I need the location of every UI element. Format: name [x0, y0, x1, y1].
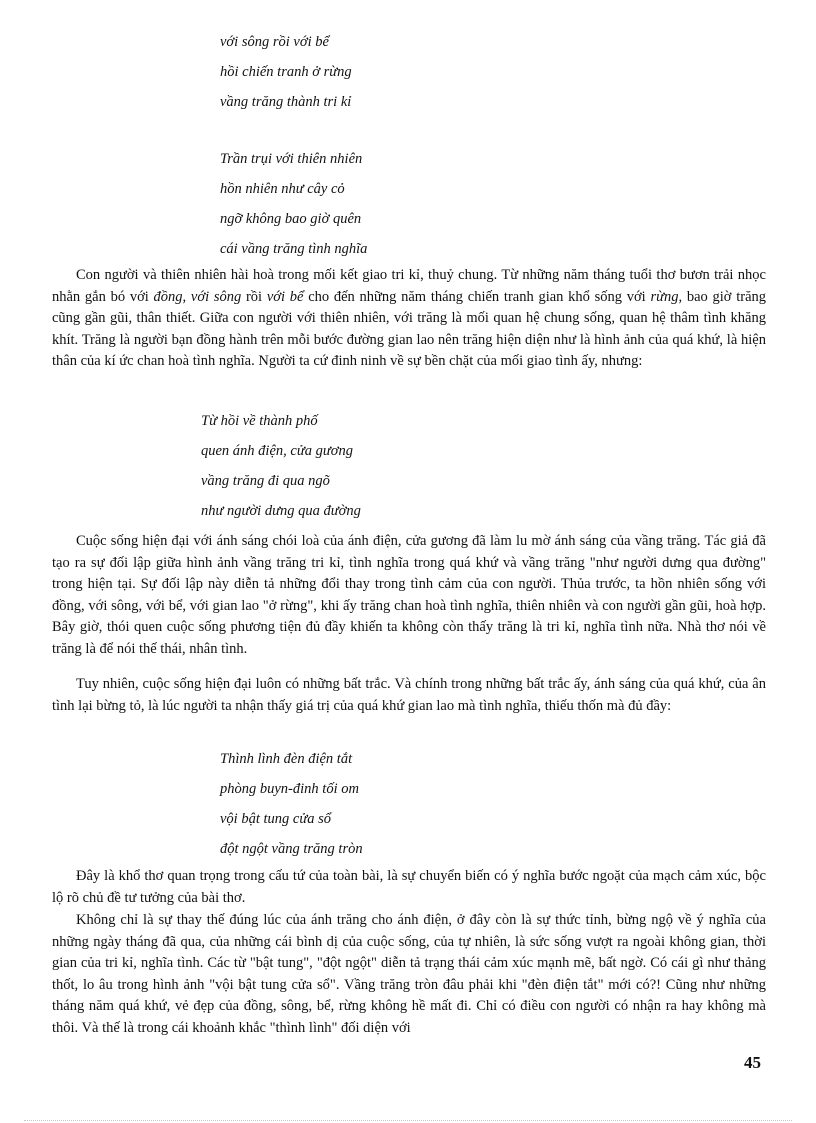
poem-line: với sông rồi với bể — [220, 34, 329, 50]
poem-stanza — [220, 744, 363, 864]
poem-line: quen ánh điện, cửa gương — [201, 443, 354, 459]
paragraph: Cuộc sống hiện đại với ánh sáng chói loà của ánh điện, cửa gương đã làm lu mờ ánh sáng của vầng trăng. Tác giả đã tạo ra sự đối lập giữa hình ảnh vầng trăng tri kỉ, tình nghĩa trong quá khứ và vầng trăng "như người dưng qua đường" trong hiện tại. Sự đối lập này diễn tả những đổi thay trong tình cảm của con người. Thủa trước, ta hồn nhiên sống với đồng, với sông, với bể, với gian lao "ở rừng", khi ấy trăng chan hoà tình nghĩa, thiên nhiên và con người gần gũi, hoà hợp. Bây giờ, thói quen cuộc sống phương tiện đủ đầy khiến ta không còn thấy trăng là tri kỉ, nghĩa tình nữa. Nhà thơ nói về trăng là để nói thế thái, nhân tình. — [52, 533, 766, 657]
poem-line: vầng trăng thành tri kỉ — [220, 94, 352, 110]
paragraph: Tuy nhiên, cuộc sống hiện đại luôn có những bất trắc. Và chính trong những bất trắc ấy, ánh sáng của quá khứ, của ân tình lại bừng tỏ, là lúc người ta nhận thấy giá trị của quá khứ gian lao mà tình nghĩa, thiếu thốn mà đủ đầy: — [52, 676, 766, 714]
text-run: , — [182, 288, 191, 305]
poem-line: vội bật tung cửa sổ — [220, 811, 332, 827]
poem-line: như người dưng qua đường — [201, 503, 361, 519]
text-run: cho đến những năm tháng chiến tranh gian khổ sống với — [303, 288, 651, 305]
poem-line: Từ hồi về thành phố — [201, 413, 318, 429]
paragraph: Đây là khổ thơ quan trọng trong cấu tứ của toàn bài, là sự chuyển biến có ý nghĩa bước ngoặt của mạch cảm xúc, bộc lộ rõ chủ đề tư tưởng của bài thơ. — [52, 868, 766, 906]
text-run: , bao giờ trăng cũng gần gũi, thân thiết. Giữa con người với thiên nhiên, với trăng là mối quan hệ chung sống, quan hệ thâm tình khăng khít. Trăng là người bạn đồng hành trên mỗi bước đường gian lao nên trăng hiện diện như là hình ảnh của quá khứ, là hiện thân của kí ức chan hoà tình nghĩa. Người ta cứ đinh ninh về sự bền chặt của mối giao tình ấy, nhưng: — [52, 288, 767, 370]
poem-line: Trần trụi với thiên nhiên — [220, 151, 363, 167]
page-bottom-divider — [24, 1120, 792, 1121]
poem-line: vầng trăng đi qua ngõ — [201, 473, 330, 489]
poem-stanza — [220, 144, 367, 264]
poem-stanza — [201, 406, 361, 526]
emphasis: rừng — [650, 288, 679, 305]
poem-stanza — [220, 27, 352, 117]
text-run: Con người và thiên nhiên hài hoà trong mối kết giao tri kỉ, thuỷ chung. Từ những năm tháng tuổi thơ bươn trải nhọc nhằn gắn bó với — [52, 267, 766, 305]
emphasis: với bể — [266, 288, 304, 305]
poem-line: hồn nhiên như cây cỏ — [220, 181, 345, 197]
paragraph: Không chỉ là sự thay thế đúng lúc của ánh trăng cho ánh điện, ở đây còn là sự thức tỉnh, bừng ngộ về ý nghĩa của những ngày tháng đã qua, của những cái bình dị của cuộc sống, của tự nhiên, là sức sống vượt ra ngoài không gian, thời gian của tri kỉ, nghĩa tình. Các từ "bật tung", "đột ngột" diễn tả trạng thái cảm xúc mạnh mẽ, bất ngờ. Có cái gì như thảng thốt, lo âu trong hình ảnh "vội bật tung cửa sổ". Vầng trăng tròn đâu phải khi "đèn điện tắt" mới có?! Cũng như những tháng năm quá khứ, vẻ đẹp của đồng, sông, bể, rừng không hề mất đi. Chỉ có điều con người có nhận ra hay không mà thôi. Và thế là trong cái khoảnh khắc "thình lình" đối diện với — [52, 912, 766, 1036]
poem-line: cái vầng trăng tình nghĩa — [220, 241, 368, 257]
emphasis: đồng — [153, 288, 183, 305]
poem-line: đột ngột vầng trăng tròn — [220, 841, 363, 857]
text-run: rồi — [241, 288, 267, 305]
poem-line: phòng buyn-đinh tối om — [220, 781, 359, 797]
poem-line: Thình lình đèn điện tắt — [220, 751, 353, 767]
paragraph — [52, 265, 766, 373]
page-number: 45 — [744, 1053, 761, 1072]
poem-line: ngỡ không bao giờ quên — [220, 211, 362, 227]
poem-line: hồi chiến tranh ở rừng — [220, 64, 352, 80]
emphasis: với sông — [190, 288, 242, 305]
